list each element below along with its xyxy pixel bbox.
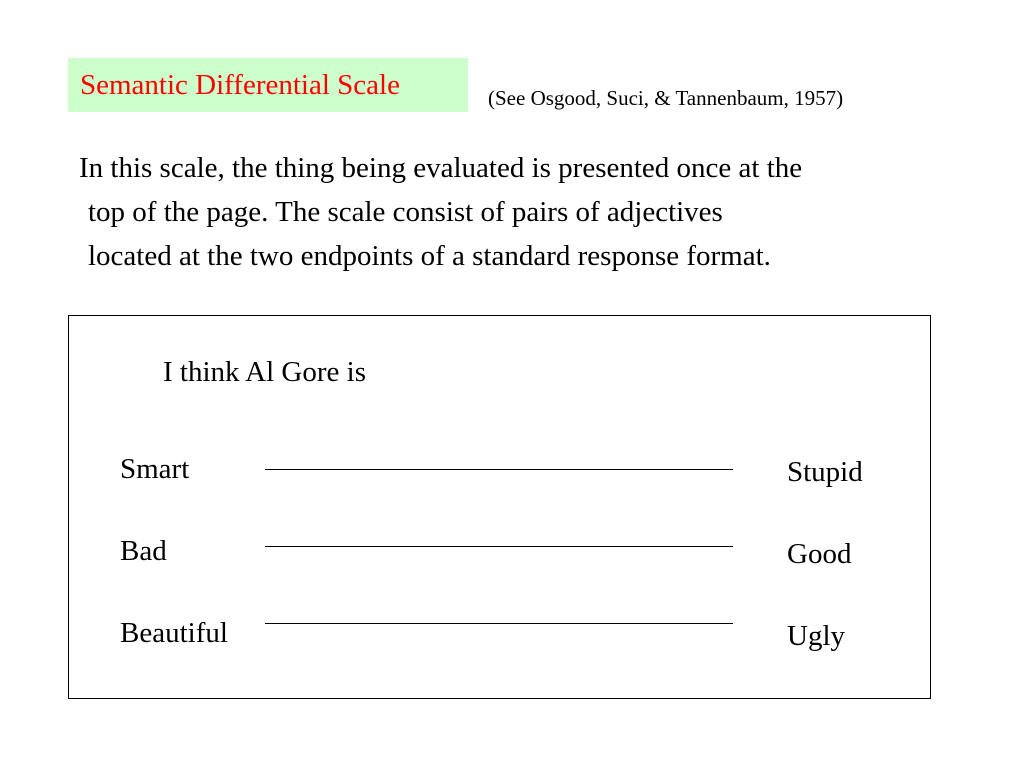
- intro-line: In this scale, the thing being evaluated is presented once at the: [79, 152, 803, 184]
- response-line[interactable]: [265, 546, 733, 547]
- title-box: [68, 58, 468, 112]
- left-adjective: Smart: [120, 453, 190, 485]
- scale-prompt: I think Al Gore is: [163, 356, 366, 388]
- left-adjective: Bad: [120, 535, 167, 567]
- citation: (See Osgood, Suci, & Tannenbaum, 1957): [488, 86, 844, 110]
- example-scale-box: [68, 315, 931, 699]
- right-adjective: Stupid: [787, 456, 863, 488]
- intro-line: located at the two endpoints of a standard response format.: [88, 240, 771, 272]
- left-adjective: Beautiful: [120, 617, 228, 649]
- slide-title: Semantic Differential Scale: [80, 69, 400, 101]
- response-line[interactable]: [265, 469, 733, 470]
- right-adjective: Ugly: [787, 620, 845, 652]
- intro-paragraph: [79, 146, 802, 278]
- right-adjective: Good: [787, 538, 852, 570]
- intro-line: top of the page. The scale consist of pairs of adjectives: [88, 196, 723, 228]
- response-line[interactable]: [265, 623, 733, 624]
